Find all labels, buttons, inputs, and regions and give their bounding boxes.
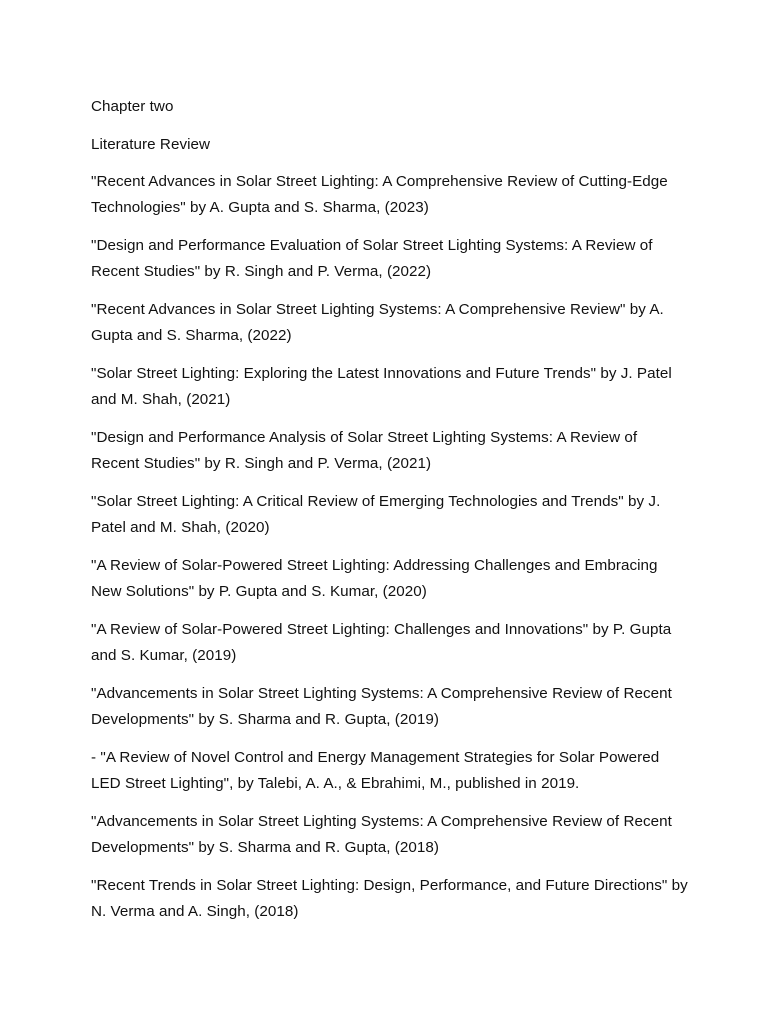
- reference-item: "Recent Advances in Solar Street Lighting: A Comprehensive Review of Cutting-Edge Technologies" by A. Gupta and S. Sharma, (2023): [91, 173, 668, 216]
- reference-item: "Design and Performance Evaluation of Solar Street Lighting Systems: A Review of Recent Studies" by R. Singh and P. Verma, (2022): [91, 237, 653, 280]
- reference-item: "Recent Trends in Solar Street Lighting: Design, Performance, and Future Directions" by N. Verma and A. Singh, (2018): [91, 877, 688, 920]
- reference-item: "Design and Performance Analysis of Solar Street Lighting Systems: A Review of Recent Studies" by R. Singh and P. Verma, (2021): [91, 429, 638, 472]
- section-title: Literature Review: [91, 135, 211, 153]
- reference-item: "Recent Advances in Solar Street Lighting Systems: A Comprehensive Review" by A. Gupta and S. Sharma, (2022): [91, 301, 664, 344]
- reference-item: "Advancements in Solar Street Lighting Systems: A Comprehensive Review of Recent Developments" by S. Sharma and R. Gupta, (2019): [91, 685, 672, 728]
- reference-item: "A Review of Solar-Powered Street Lighting: Addressing Challenges and Embracing New Solutions" by P. Gupta and S. Kumar, (2020): [91, 557, 658, 600]
- reference-item: "Solar Street Lighting: A Critical Review of Emerging Technologies and Trends" by J. Patel and M. Shah, (2020): [91, 493, 661, 536]
- reference-item: "Advancements in Solar Street Lighting Systems: A Comprehensive Review of Recent Developments" by S. Sharma and R. Gupta, (2018): [91, 813, 672, 856]
- reference-item: - "A Review of Novel Control and Energy Management Strategies for Solar Powered LED Street Lighting", by Talebi, A. A., & Ebrahimi, M., published in 2019.: [91, 749, 660, 792]
- reference-item: "A Review of Solar-Powered Street Lighting: Challenges and Innovations" by P. Gupta and S. Kumar, (2019): [91, 621, 672, 664]
- chapter-heading: Chapter two: [91, 98, 174, 115]
- reference-item: "Solar Street Lighting: Exploring the Latest Innovations and Future Trends" by J. Patel and M. Shah, (2021): [91, 365, 672, 408]
